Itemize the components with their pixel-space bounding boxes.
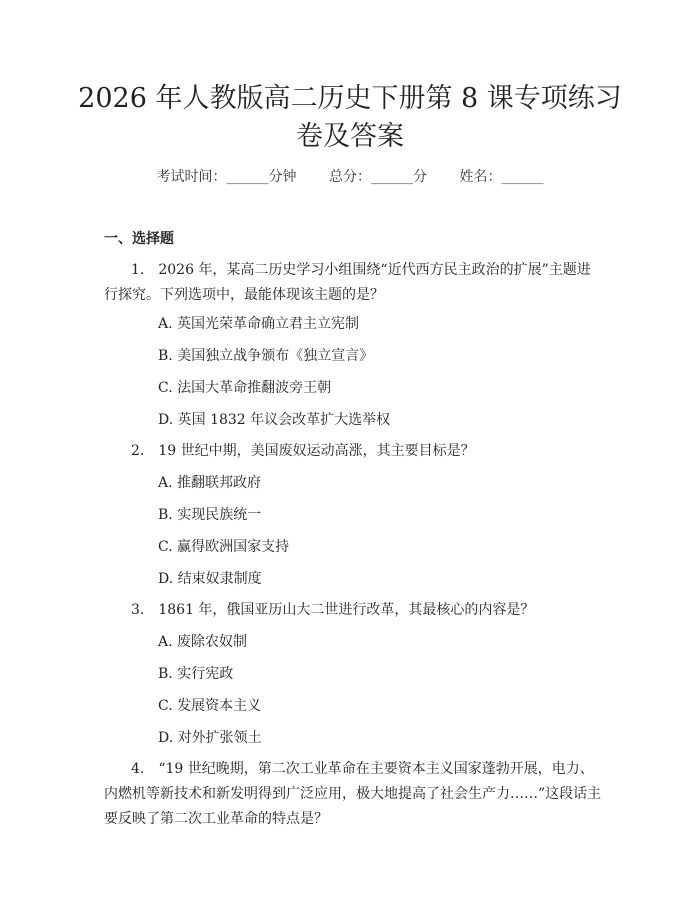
total-score: 总分：______分 (329, 169, 427, 185)
question-2-option-c: C. 赢得欧洲国家支持 (158, 539, 290, 555)
exam-meta (0, 166, 700, 188)
question-2-option-b: B. 实现民族统一 (158, 507, 262, 523)
question-2-option-a: A. 推翻联邦政府 (158, 475, 262, 491)
question-4-stem: 4. “19 世纪晚期，第二次工业革命在主要资本主义国家蓬勃开展，电力、内燃机等新技术和新发明得到广泛应用，极大地提高了社会生产力……”这段话主要反映了第二次工业革命的特点是？ (104, 761, 602, 827)
student-name: 姓名：______ (459, 169, 544, 185)
question-3-option-c: C. 发展资本主义 (158, 698, 262, 714)
section-heading: 一、选择题 (104, 231, 174, 247)
question-1-option-a: A. 英国光荣革命确立君主立宪制 (158, 316, 360, 332)
question-3-option-a: A. 废除农奴制 (158, 634, 248, 650)
exam-time: 考试时间：______分钟 (156, 169, 297, 185)
page-title (60, 80, 640, 156)
question-1-option-c: C. 法国大革命推翻波旁王朝 (158, 380, 332, 396)
question-2-option-d: D. 结束奴隶制度 (158, 571, 262, 587)
question-2-stem: 2. 19 世纪中期，美国废奴运动高涨，其主要目标是？ (131, 443, 475, 459)
title-line-2: 卷及答案 (296, 121, 404, 152)
question-3-stem: 3. 1861 年，俄国亚历山大二世进行改革，其最核心的内容是？ (131, 602, 535, 618)
question-3-option-d: D. 对外扩张领土 (158, 730, 262, 746)
question-1-stem: 1. 2026 年，某高二历史学习小组围绕“近代西方民主政治的扩展”主题进行探究。下列选项中，最能体现该主题的是？ (104, 262, 591, 303)
question-1-option-d: D. 英国 1832 年议会改革扩大选举权 (158, 412, 391, 428)
title-line-1: 2026 年人教版高二历史下册第 8 课专项练习 (78, 83, 622, 114)
question-1-option-b: B. 美国独立战争颁布《独立宣言》 (158, 348, 374, 364)
question-3-option-b: B. 实行宪政 (158, 666, 234, 682)
